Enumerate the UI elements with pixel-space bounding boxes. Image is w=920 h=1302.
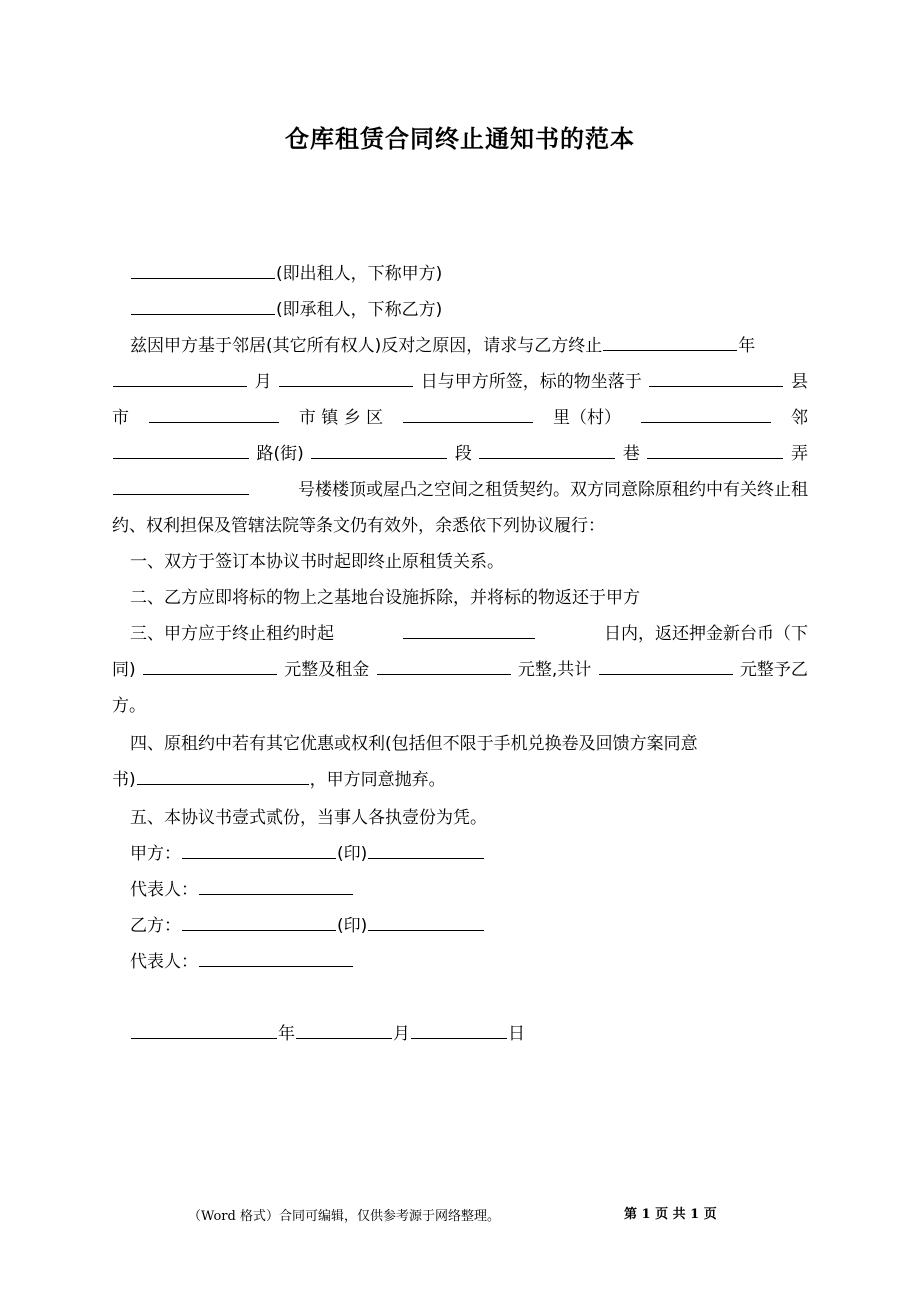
- city-label: 市: [112, 408, 129, 428]
- days-blank[interactable]: [403, 618, 535, 639]
- party-b-rep-blank[interactable]: [199, 946, 353, 967]
- day-signed-text: 日与甲方所签，标的物坐落于: [420, 372, 642, 392]
- para1-line1: [130, 328, 808, 364]
- party-b-sign-line: [130, 908, 808, 944]
- lin-label: 邻: [790, 408, 808, 428]
- date-month-label: 月: [393, 1024, 410, 1044]
- document-title: 仓库租赁合同终止通知书的范本: [285, 125, 635, 153]
- party-a-line: [130, 256, 808, 292]
- clause-1: 一、双方于签订本协议书时起即终止原租赁关系。: [130, 552, 504, 572]
- date-year-label: 年: [278, 1024, 295, 1044]
- para1-text: 兹因甲方基于邻居(其它所有权人)反对之原因，请求与乙方终止: [130, 336, 603, 356]
- number-blank[interactable]: [113, 474, 249, 495]
- seal-label: (印): [337, 844, 368, 864]
- rights-blank[interactable]: [137, 764, 309, 785]
- month-label: 月: [254, 372, 272, 392]
- party-b-rep-line: [130, 944, 808, 980]
- party-a-name-blank[interactable]: [131, 258, 275, 279]
- party-a-rep-blank[interactable]: [199, 874, 353, 895]
- para1-line5: [112, 472, 808, 508]
- city-blank[interactable]: [149, 402, 279, 423]
- county-blank[interactable]: [649, 366, 783, 387]
- rep-label: 代表人：: [130, 880, 198, 900]
- para1-line4: [112, 436, 808, 472]
- rent-label: 元整,共计: [517, 660, 592, 680]
- section-blank[interactable]: [479, 438, 615, 459]
- deposit-blank[interactable]: [143, 654, 277, 675]
- county-label: 县: [790, 372, 808, 392]
- para1-line3: [112, 400, 808, 436]
- party-b-line: [130, 292, 808, 328]
- date-day-label: 日: [508, 1024, 525, 1044]
- party-b-seal-blank[interactable]: [368, 910, 484, 931]
- clause-4-head: 书): [112, 770, 136, 790]
- clause-3-text: 三、甲方应于终止租约时起: [130, 624, 334, 644]
- party-a-rep-line: [130, 872, 808, 908]
- party-b-label: 乙方：: [130, 916, 181, 936]
- alley-label: 弄: [790, 444, 808, 464]
- li-label: 里（村）: [553, 408, 622, 428]
- total-blank[interactable]: [599, 654, 733, 675]
- clause-2: 二、乙方应即将标的物上之基地台设施拆除，并将标的物返还于甲方: [130, 588, 640, 608]
- party-a-sign-line: [130, 836, 808, 872]
- party-a-seal-blank[interactable]: [368, 838, 484, 859]
- clause-5: 五、本协议书壹式贰份，当事人各执壹份为凭。: [130, 808, 487, 828]
- clause-3-line1: [130, 616, 808, 652]
- clause-4-tail: ，甲方同意抛弃。: [309, 770, 446, 790]
- deposit-label: 元整及租金: [284, 660, 370, 680]
- date-year-blank[interactable]: [131, 1018, 277, 1039]
- para1-text-6: 约、权利担保及管辖法院等条文仍有效外，余悉依下列协议履行：: [112, 516, 605, 536]
- clause-3-line3: 方。: [112, 696, 146, 716]
- party-a-sign-blank[interactable]: [182, 838, 336, 859]
- clause-3-head: 同): [112, 660, 136, 680]
- date-line: [130, 1016, 808, 1052]
- total-label: 元整予乙: [739, 660, 808, 680]
- road-label: 路(街): [256, 444, 304, 464]
- year-blank[interactable]: [603, 330, 737, 351]
- date-month-blank[interactable]: [296, 1018, 392, 1039]
- party-b-sign-blank[interactable]: [182, 910, 336, 931]
- para1-text-5: 号楼楼顶或屋凸之空间之租赁契约。双方同意除原租约中有关终止租: [298, 480, 808, 500]
- section-label: 段: [454, 444, 472, 464]
- clause-4-line1: 四、原租约中若有其它优惠或权利(包括但不限于手机兑换卷及回馈方案同意: [130, 734, 698, 754]
- lane-blank[interactable]: [647, 438, 783, 459]
- para1-line2: [112, 364, 808, 400]
- party-a-role: (即出租人，下称甲方): [276, 264, 443, 284]
- party-a-label: 甲方：: [130, 844, 181, 864]
- rep-label: 代表人：: [130, 952, 198, 972]
- li-blank[interactable]: [641, 402, 771, 423]
- lane-label: 巷: [622, 444, 640, 464]
- seal-label: (印): [337, 916, 368, 936]
- day-blank[interactable]: [279, 366, 413, 387]
- month-blank[interactable]: [113, 366, 247, 387]
- para1-line6: [112, 508, 808, 544]
- lin-blank[interactable]: [113, 438, 249, 459]
- party-b-role: (即承租人，下称乙方): [276, 300, 443, 320]
- clause-3-tail: 日内，返还押金新台币（下: [604, 624, 808, 644]
- road-blank[interactable]: [311, 438, 447, 459]
- clause-4-line2: [112, 762, 808, 798]
- footer-note: （Word 格式）合同可编辑，仅供参考源于网络整理。: [188, 1209, 500, 1224]
- rent-blank[interactable]: [377, 654, 511, 675]
- page-number: 第 1 页 共 1 页: [624, 1207, 717, 1222]
- clause-3-line2: [112, 652, 808, 688]
- town-label: 市 镇 乡 区: [298, 408, 384, 428]
- town-blank[interactable]: [403, 402, 533, 423]
- year-label: 年: [738, 336, 756, 356]
- party-b-name-blank[interactable]: [131, 294, 275, 315]
- date-day-blank[interactable]: [411, 1018, 507, 1039]
